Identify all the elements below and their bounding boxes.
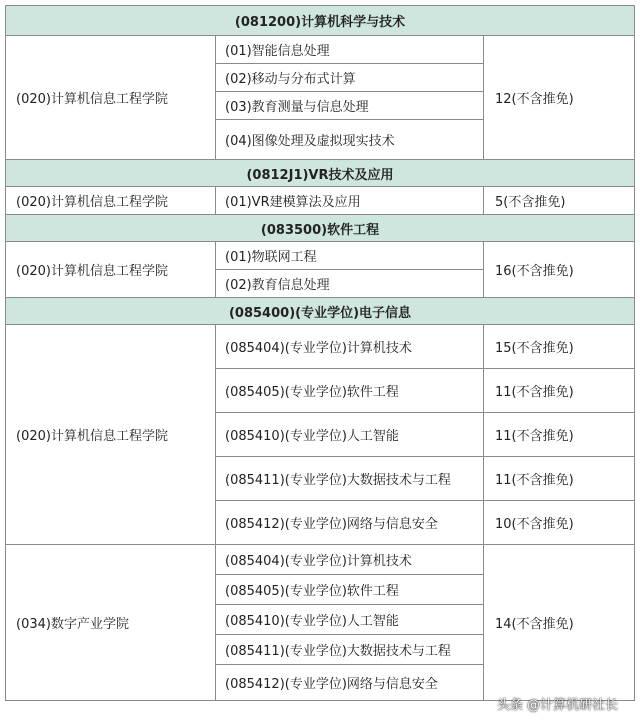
section-header-row <box>6 298 635 325</box>
program-cell: (01)物联网工程 <box>216 242 484 270</box>
quota-cell: 12(不含推免) <box>484 36 635 160</box>
program-cell: (085412)(专业学位)网络与信息安全 <box>216 501 484 545</box>
quota-cell: 5(不含推免) <box>484 187 635 215</box>
quota-cell: 11(不含推免) <box>484 413 635 457</box>
program-cell: (085410)(专业学位)人工智能 <box>216 605 484 635</box>
section-header: (085400)(专业学位)电子信息 <box>6 298 635 325</box>
school-cell: (020)计算机信息工程学院 <box>6 242 216 298</box>
quota-cell: 10(不含推免) <box>484 501 635 545</box>
table-row <box>6 545 635 575</box>
school-cell: (020)计算机信息工程学院 <box>6 187 216 215</box>
program-cell: (085405)(专业学位)软件工程 <box>216 369 484 413</box>
quota-cell: 11(不含推免) <box>484 457 635 501</box>
program-cell: (04)图像处理及虚拟现实技术 <box>216 120 484 160</box>
quota-cell: 11(不含推免) <box>484 369 635 413</box>
section-header-row <box>6 215 635 242</box>
table-row <box>6 187 635 215</box>
section-header-row <box>6 6 635 36</box>
program-cell: (01)智能信息处理 <box>216 36 484 64</box>
quota-cell: 16(不含推免) <box>484 242 635 298</box>
program-cell: (085404)(专业学位)计算机技术 <box>216 545 484 575</box>
program-cell: (03)教育测量与信息处理 <box>216 92 484 120</box>
table-row <box>6 36 635 64</box>
section-header-row <box>6 160 635 187</box>
program-cell: (01)VR建模算法及应用 <box>216 187 484 215</box>
watermark: 头条 @计算机研社长 <box>496 698 618 713</box>
table-row <box>6 325 635 369</box>
admissions-table <box>5 5 635 701</box>
program-cell: (085411)(专业学位)大数据技术与工程 <box>216 457 484 501</box>
school-cell: (034)数字产业学院 <box>6 545 216 701</box>
program-cell: (02)移动与分布式计算 <box>216 64 484 92</box>
section-header: (0812J1)VR技术及应用 <box>6 160 635 187</box>
program-cell: (02)教育信息处理 <box>216 270 484 298</box>
program-cell: (085405)(专业学位)软件工程 <box>216 575 484 605</box>
section-header: (083500)软件工程 <box>6 215 635 242</box>
school-cell: (020)计算机信息工程学院 <box>6 325 216 545</box>
quota-cell: 15(不含推免) <box>484 325 635 369</box>
quota-cell: 14(不含推免) <box>484 545 635 701</box>
table-row <box>6 242 635 270</box>
program-cell: (085411)(专业学位)大数据技术与工程 <box>216 635 484 665</box>
program-cell: (085410)(专业学位)人工智能 <box>216 413 484 457</box>
program-cell: (085404)(专业学位)计算机技术 <box>216 325 484 369</box>
section-header: (081200)计算机科学与技术 <box>6 6 635 36</box>
school-cell: (020)计算机信息工程学院 <box>6 36 216 160</box>
program-cell: (085412)(专业学位)网络与信息安全 <box>216 665 484 701</box>
